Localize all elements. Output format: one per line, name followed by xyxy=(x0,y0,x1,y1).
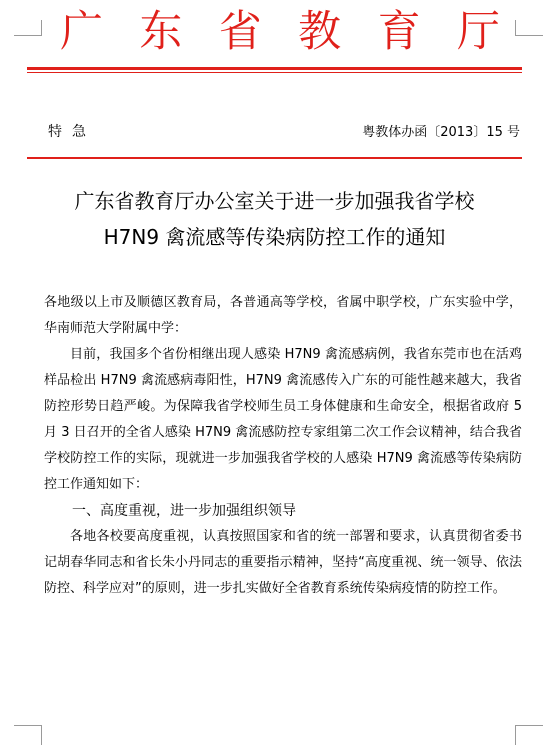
document-title xyxy=(27,183,522,255)
title-line-1: 广东省教育厅办公室关于进一步加强我省学校 xyxy=(74,189,475,213)
paragraph: 各地各校要高度重视，认真按照国家和省的统一部署和要求，认真贯彻省委书记胡春华同志和省长朱小丹同志的重要指示精神，坚持“高度重视、统一领导、依法防控、科学应对”的原则，进一步扎实做好全省教育系统传染病疫情的防控工作。 xyxy=(44,529,522,596)
letterhead-char: 广 xyxy=(60,7,103,57)
red-divider-thin xyxy=(27,72,522,73)
paragraph: 目前，我国多个省份相继出现人感染 H7N9 禽流感病例，我省东莞市也在活鸡样品检出 H7N9 禽流感病毒阳性，H7N9 禽流感传入广东的可能性越来越大，我省防控形势日趋严峻。为保障我省学校师生员工身体健康和生命安全，根据省政府 5 月 3 日召开的全省人感染 H7N9 禽流感防控专家组第二次工作会议精神，结合我省学校防控工作的实际，现就进一步加强我省学校的人感染 H7N9 禽流感等传染病防控工作通知如下： xyxy=(44,347,522,492)
crop-mark xyxy=(14,725,42,726)
crop-mark xyxy=(41,725,42,745)
document-body xyxy=(44,290,522,602)
crop-mark xyxy=(41,20,42,36)
urgency-label: 特急 xyxy=(48,124,96,140)
letterhead-char: 省 xyxy=(218,7,262,57)
addressees: 各地级以上市及顺德区教育局，各普通高等学校，省属中职学校，广东实验中学，华南师范大学附属中学： xyxy=(44,295,522,336)
crop-mark xyxy=(515,20,516,36)
letterhead-char: 厅 xyxy=(456,7,500,57)
title-line-2: H7N9 禽流感等传染病防控工作的通知 xyxy=(103,225,446,249)
red-divider xyxy=(27,67,522,70)
crop-mark xyxy=(515,725,543,726)
document-number: 粤教体办函〔2013〕15 号 xyxy=(362,125,520,140)
agency-letterhead xyxy=(60,6,500,58)
letterhead-char: 东 xyxy=(139,7,183,57)
letterhead-char: 教 xyxy=(298,7,342,57)
crop-mark xyxy=(515,35,543,36)
crop-mark xyxy=(14,35,42,36)
red-divider-lower xyxy=(27,157,522,159)
crop-mark xyxy=(515,725,516,745)
section-heading: 一、高度重视，进一步加强组织领导 xyxy=(72,503,296,519)
letterhead-char: 育 xyxy=(377,7,421,57)
